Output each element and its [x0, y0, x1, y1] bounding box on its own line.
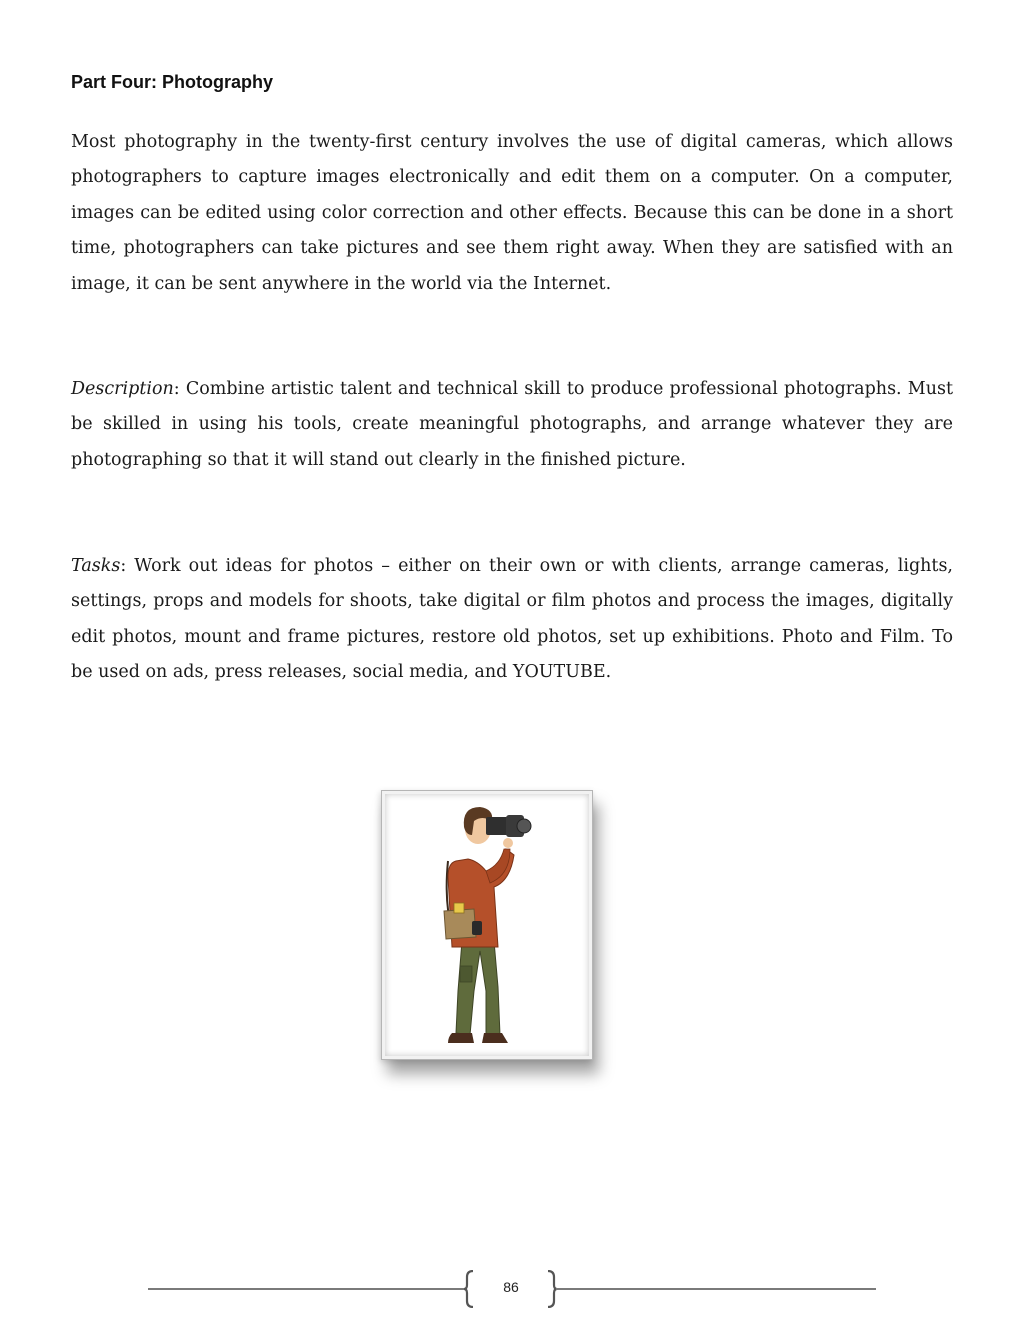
description-paragraph — [71, 372, 953, 478]
footer-rule-left — [148, 1288, 466, 1290]
left-brace-icon — [462, 1270, 476, 1308]
intro-paragraph: Most photography in the twenty-first century involves the use of digital cameras, which allows photographers to capture images electronically and edit them on a computer. On a computer, images can be edited using color correction and other effects. Because this can be done in a short time, photographers can take pictures and see them right away. When they are satisfied with an image, it can be sent anywhere in the world via the Internet. — [71, 132, 953, 294]
tasks-paragraph — [71, 549, 953, 691]
page-number: 86 — [503, 1279, 519, 1295]
tasks-label: Tasks — [71, 556, 121, 576]
description-label: Description — [71, 379, 174, 399]
description-text: : Combine artistic talent and technical skill to produce professional photographs. Must be skilled in using his tools, create meaningful photographs, and arrange whatever they are photographing so that it will stand out clearly in the finished picture. — [71, 379, 953, 470]
footer-rule-right — [556, 1288, 876, 1290]
section-heading: Part Four: Photography — [71, 72, 273, 92]
tasks-text: : Work out ideas for photos – either on their own or with clients, arrange cameras, lights, settings, props and models for shoots, take digital or film photos and process the images, digitally edit photos, mount and frame pictures, restore old photos, set up exhibitions. Photo and Film. To be used on ads, press releases, social media, and YOUTUBE. — [71, 556, 953, 683]
photographer-illustration — [382, 791, 592, 1059]
photographer-image-frame — [381, 790, 593, 1060]
